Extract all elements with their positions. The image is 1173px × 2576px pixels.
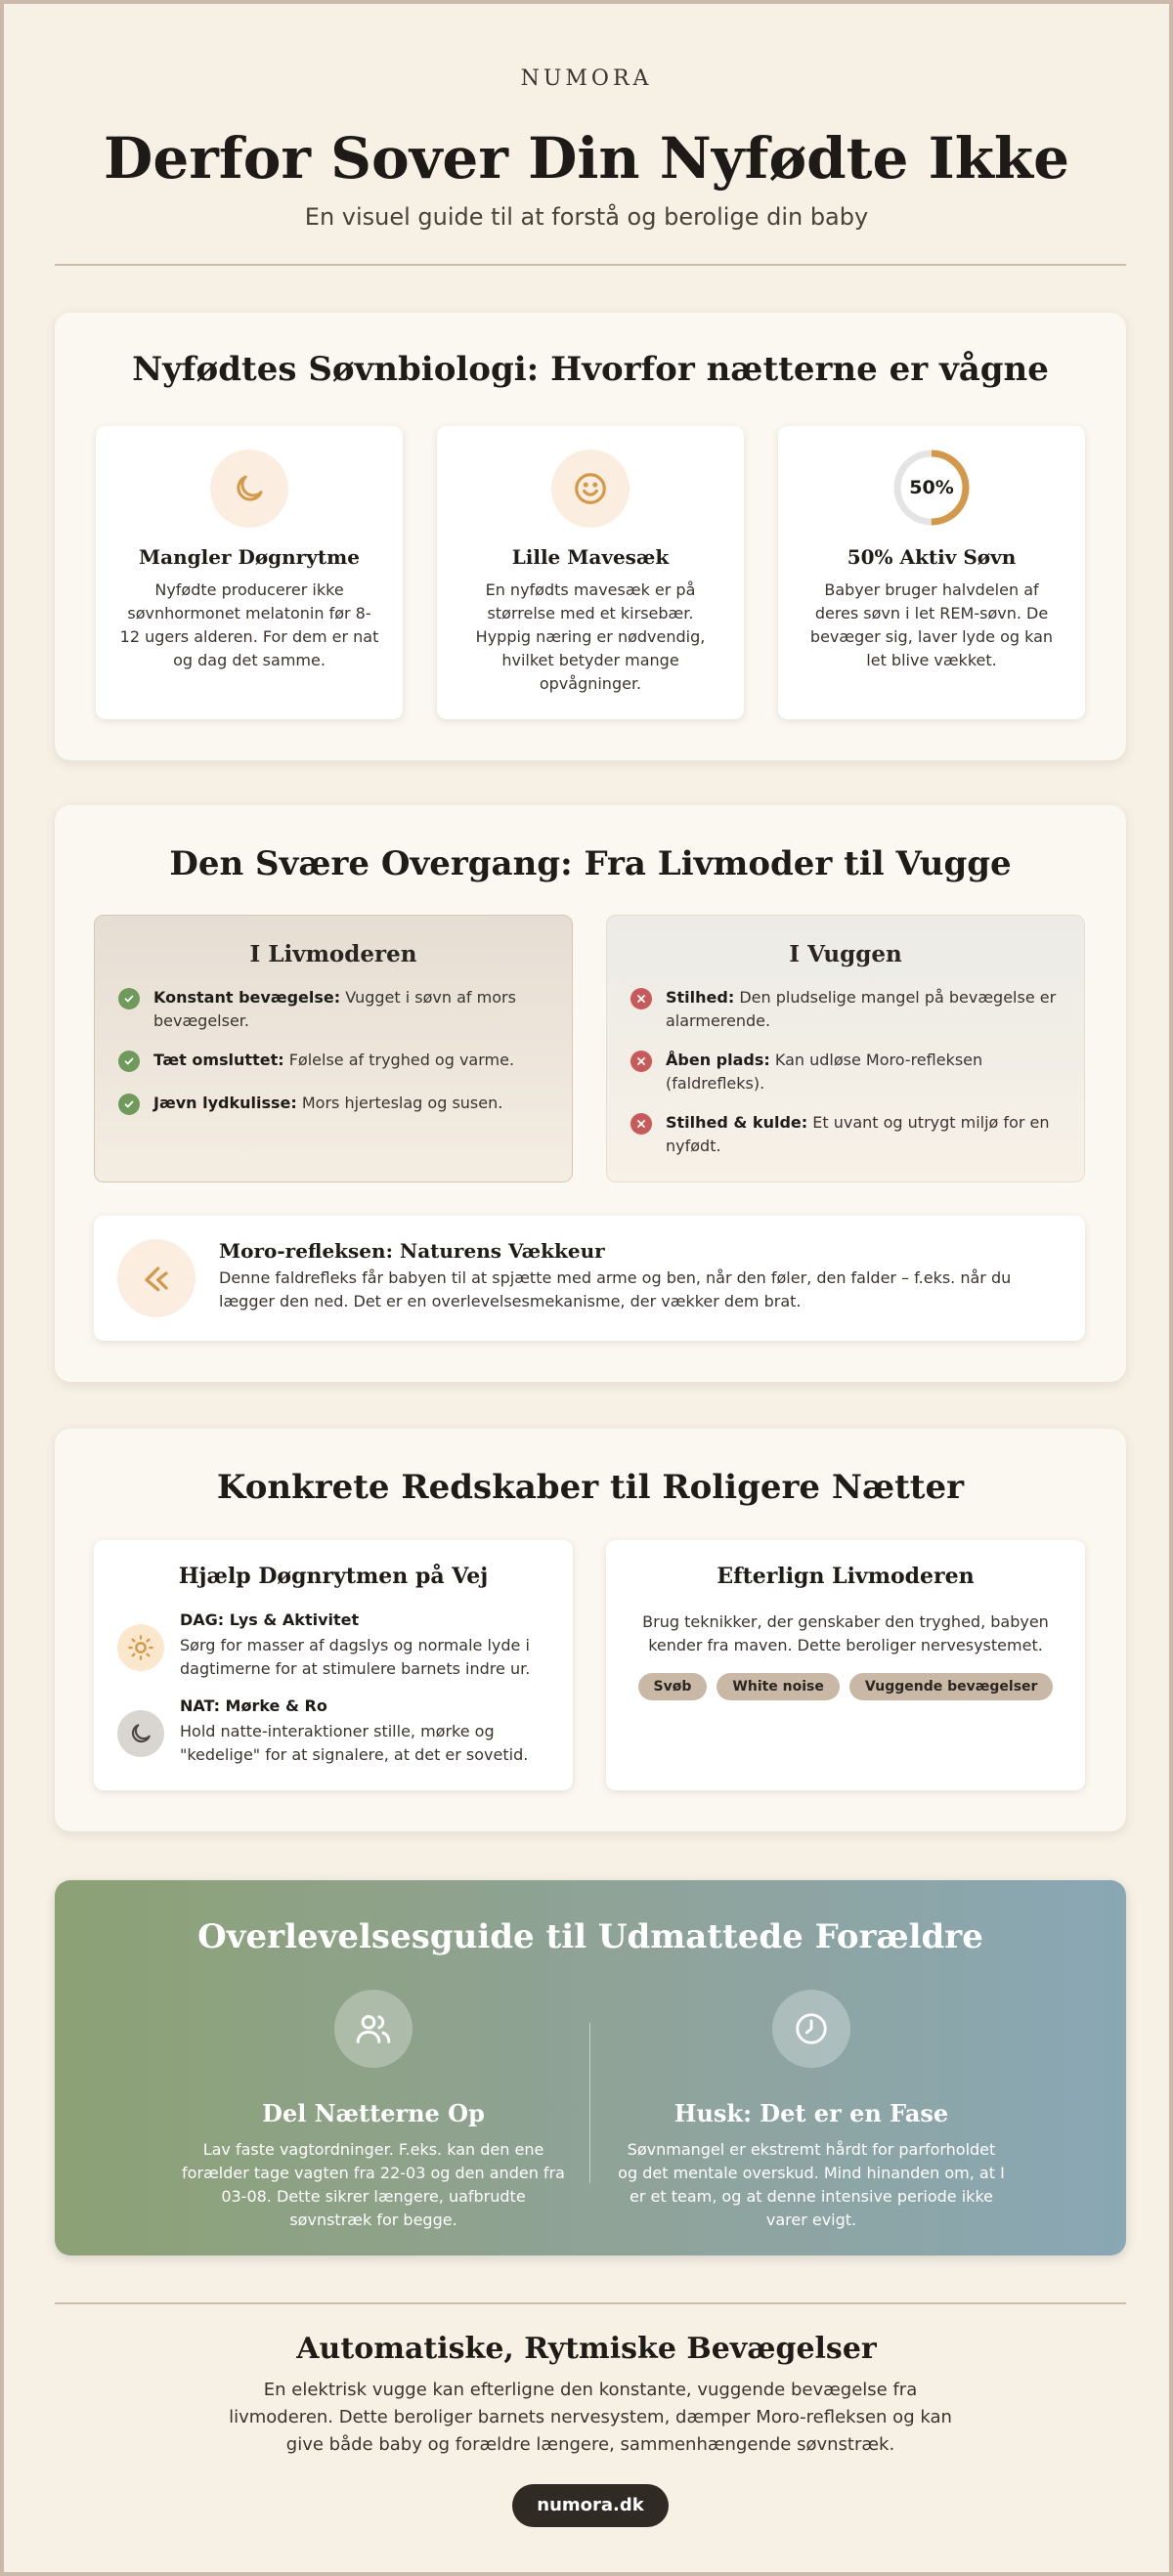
item-text: Mors hjerteslag og susen. bbox=[296, 1094, 503, 1112]
smile-icon bbox=[551, 450, 630, 528]
guide-left-title: Del Nætterne Op bbox=[262, 2099, 485, 2127]
card-title: Mangler Døgnrytme bbox=[139, 545, 360, 569]
progress-ring bbox=[890, 446, 974, 530]
crib-item bbox=[630, 986, 1064, 1033]
item-bold: Åben plads: bbox=[666, 1051, 770, 1069]
site-link-button[interactable]: numora.dk bbox=[512, 2484, 669, 2527]
womb-item bbox=[118, 1049, 552, 1072]
biology-card-rem bbox=[778, 426, 1085, 719]
check-icon bbox=[118, 988, 140, 1009]
item-text: Kan udløse Moro-refleksen (faldrefleks). bbox=[666, 1051, 983, 1093]
tag-rocking: Vuggende bevægelser bbox=[849, 1673, 1054, 1700]
biology-section bbox=[55, 313, 1126, 760]
crib-title: I Vuggen bbox=[789, 941, 902, 967]
card-title: 50% Aktiv Søvn bbox=[847, 545, 1017, 569]
item-text: Den pludselige mangel på bevægelse er alarmerende. bbox=[666, 988, 1057, 1030]
reflex-icon bbox=[117, 1239, 196, 1317]
tag-list bbox=[606, 1673, 1085, 1700]
cross-icon bbox=[630, 1051, 652, 1072]
womb-item bbox=[118, 1092, 552, 1115]
clock-icon bbox=[772, 1990, 850, 2068]
cross-icon bbox=[630, 1113, 652, 1135]
progress-ring-label: 50% bbox=[909, 477, 954, 498]
item-bold: Tæt omsluttet: bbox=[153, 1051, 284, 1069]
biology-card-stomach bbox=[437, 426, 744, 719]
womb-item bbox=[118, 986, 552, 1033]
moon-icon bbox=[210, 450, 288, 528]
transition-title: Den Svære Overgang: Fra Livmoder til Vugge bbox=[169, 844, 1012, 883]
card-text: Nyfødte producerer ikke søvnhormonet melatonin før 8-12 ugers alderen. For dem er nat og dag det samme. bbox=[119, 580, 379, 669]
users-icon bbox=[334, 1990, 413, 2068]
transition-section bbox=[55, 805, 1126, 1382]
cross-icon bbox=[630, 988, 652, 1009]
rhythm-card bbox=[94, 1540, 573, 1790]
day-text: Sørg for masser af dagslys og normale lyde i dagtimerne for at stimulere barnets indre ur. bbox=[180, 1636, 531, 1678]
moro-text: Denne faldrefleks får babyen til at spjætte med arme og ben, når den føler, den falder – f.eks. når du lægger den ned. Det er en overlevelsesmekanisme, der vækker dem brat. bbox=[219, 1268, 1012, 1310]
brand-logo: NUMORA bbox=[520, 66, 653, 91]
crib-item bbox=[630, 1049, 1064, 1095]
check-icon bbox=[118, 1051, 140, 1072]
card-text: En nyfødts mavesæk er på størrelse med et kirsebær. Hyppig næring er nødvendig, hvilket betyder mange opvågninger. bbox=[475, 580, 706, 693]
item-text: Et uvant og utrygt miljø for en nyfødt. bbox=[666, 1113, 1050, 1155]
night-title: NAT: Mørke & Ro bbox=[180, 1696, 327, 1715]
header-divider bbox=[55, 264, 1126, 266]
womb-tools-title: Efterlign Livmoderen bbox=[717, 1564, 975, 1589]
guide-left-text: Lav faste vagtordninger. F.eks. kan den ene forælder tage vagten fra 22-03 og den anden fra 03-08. Dette sikrer længere, uafbrudte søvnstræk for begge. bbox=[182, 2140, 565, 2229]
item-text: Følelse af tryghed og varme. bbox=[283, 1051, 515, 1069]
moro-title: Moro-refleksen: Naturens Vækkeur bbox=[219, 1239, 605, 1263]
guide-section bbox=[55, 1880, 1126, 2255]
crib-card bbox=[606, 915, 1085, 1182]
womb-tools-text: Brug teknikker, der genskaber den tryghed, babyen kender fra maven. Dette beroliger nervesystemet. bbox=[642, 1612, 1049, 1654]
footer-text: En elektrisk vugge kan efterligne den konstante, vuggende bevægelse fra livmoderen. Dette beroliger barnets nervesystem, dæmper Moro-refleksen og kan give både baby og forældre længere, sammenhængende søvnstræk. bbox=[229, 2380, 952, 2455]
biology-card-rhythm bbox=[96, 426, 403, 719]
item-bold: Konstant bevægelse: bbox=[153, 988, 341, 1007]
card-text: Babyer bruger halvdelen af deres søvn i let REM-søvn. De bevæger sig, laver lyde og kan let blive vækket. bbox=[809, 580, 1054, 669]
tools-title: Konkrete Redskaber til Roligere Nætter bbox=[216, 1468, 965, 1507]
item-bold: Stilhed: bbox=[666, 988, 735, 1007]
page-title: Derfor Sover Din Nyfødte Ikke bbox=[104, 125, 1069, 192]
footer-title: Automatiske, Rytmiske Bevægelser bbox=[296, 2332, 877, 2366]
biology-title: Nyfødtes Søvnbiologi: Hvorfor nætterne er vågne bbox=[132, 350, 1049, 389]
rhythm-title: Hjælp Døgnrytmen på Vej bbox=[178, 1564, 489, 1589]
item-text: Vugget i søvn af mors bevægelser. bbox=[153, 988, 516, 1030]
tag-white-noise: White noise bbox=[717, 1673, 839, 1700]
womb-tools-card bbox=[606, 1540, 1085, 1790]
night-text: Hold natte-interaktioner stille, mørke og "kedelige" for at signalere, at det er sovetid. bbox=[180, 1722, 529, 1764]
guide-right-title: Husk: Det er en Fase bbox=[673, 2099, 949, 2127]
guide-right-text: Søvnmangel er ekstremt hårdt for parforholdet og det mentale overskud. Mind hinanden om, at I er et team, og at denne intensive periode ikke varer evigt. bbox=[618, 2140, 1005, 2229]
guide-title: Overlevelsesguide til Udmattede Forældre bbox=[197, 1917, 983, 1956]
tag-swaddle: Svøb bbox=[638, 1673, 708, 1700]
item-bold: Jævn lydkulisse: bbox=[153, 1094, 297, 1112]
day-title: DAG: Lys & Aktivitet bbox=[180, 1610, 360, 1629]
tools-section bbox=[55, 1429, 1126, 1831]
womb-title: I Livmoderen bbox=[249, 941, 417, 967]
sun-icon bbox=[117, 1624, 164, 1671]
card-title: Lille Mavesæk bbox=[511, 545, 670, 569]
item-bold: Stilhed & kulde: bbox=[666, 1113, 808, 1132]
guide-divider bbox=[589, 2023, 590, 2183]
check-icon bbox=[118, 1094, 140, 1115]
page-subtitle: En visuel guide til at forstå og berolige din baby bbox=[304, 203, 869, 231]
crib-item bbox=[630, 1111, 1064, 1158]
moro-card bbox=[94, 1216, 1085, 1341]
moon-icon bbox=[117, 1710, 164, 1757]
womb-card bbox=[94, 915, 573, 1182]
footer-divider bbox=[55, 2302, 1126, 2304]
